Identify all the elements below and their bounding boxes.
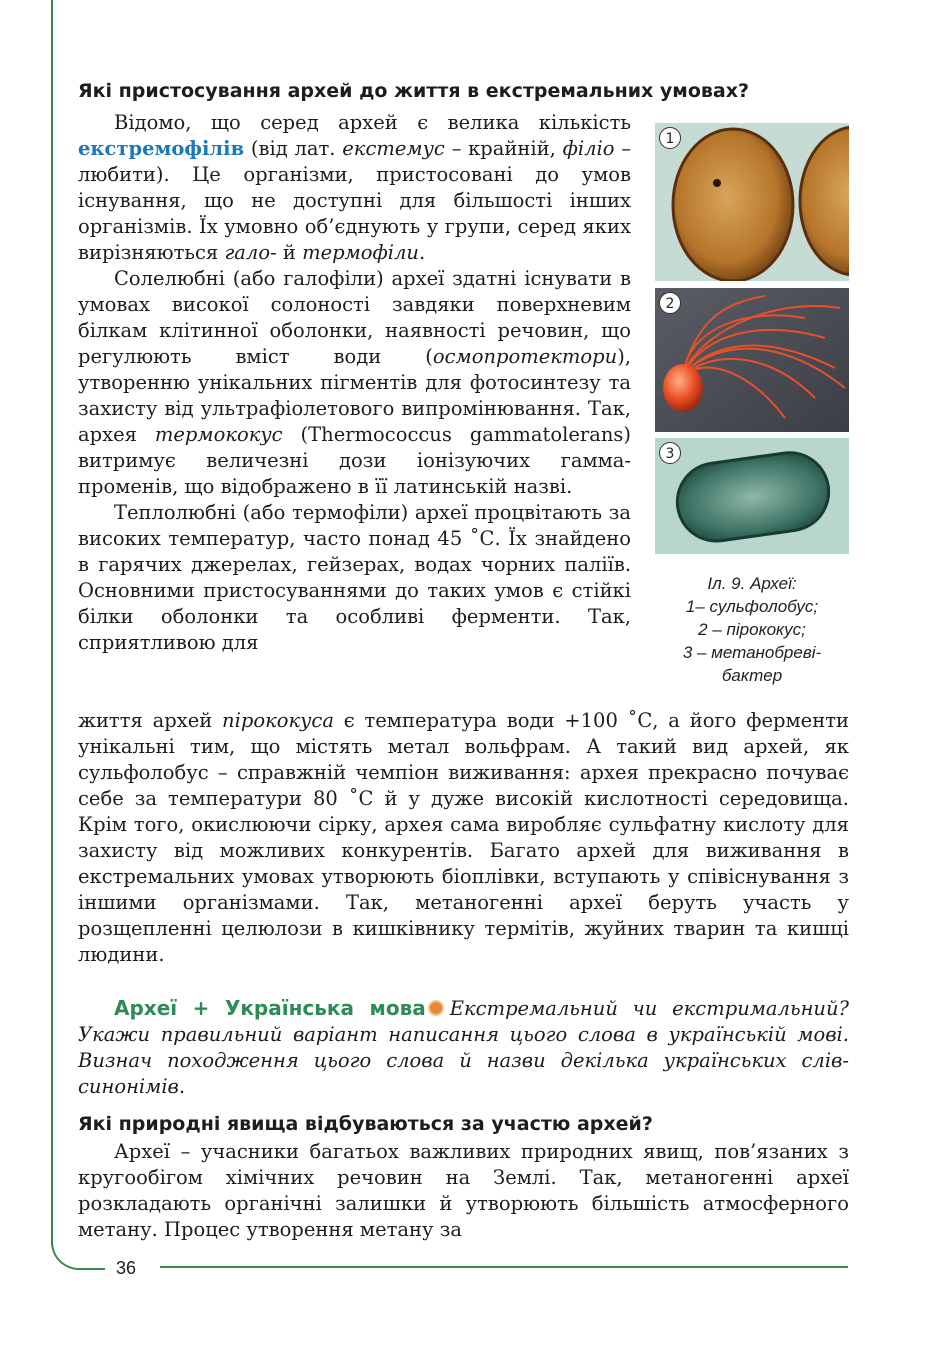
- figure-badge-3: 3: [659, 442, 681, 464]
- paragraph-phenomena: Археї – учасники багатьох важливих природних явищ, пов’язаних з кругообігом хімічних речовин на Землі. Так, метаногенні археї розкладають органічні залишки й утворюють більшість атмосферного метану. Процес утворення метану за: [78, 1140, 849, 1241]
- text-full-width: [78, 708, 849, 968]
- section-heading-adaptations: Які пристосування архей до життя в екстремальних умовах?: [78, 80, 750, 102]
- figure-image-methanobrevibacter: [655, 438, 849, 554]
- paragraph-thermophiles-continued: життя архей пірококуса є температура води +100 ˚С, а його ферменти унікальні тим, що містять метал вольфрам. А такий вид архей, як сульфолобус – справжній чемпіон виживання: архея прекрасно почуває себе за температури 80 ˚С й у дуже високій кислотності середовища. Крім того, окислюючи сірку, архея сама виробляє сульфатну кислоту для захисту від можливих конкурентів. Багато архей для виживання в екстремальних умовах утворюють біоплівки, вступають у співіснування з іншими організмами. Так, метаногенні археї беруть участь у розщепленні целюлози в кишківнику термітів, жуйних тварин та кишці людини.: [78, 709, 849, 966]
- figure-image-sulfolobus: [655, 123, 849, 281]
- pyrococcus-illustration: [655, 288, 849, 432]
- paragraph-extremophiles: Відомо, що серед архей є велика кількість екстремофілів (від лат. екстемус – крайній, філіо – любити). Це організми, пристосовані до умов існування, що не доступні для більшості інших організмів. Їх умовно об’єднують у групи, серед яких вирізняються гало- й термофіли.: [78, 111, 631, 264]
- figure-badge-2: 2: [659, 292, 681, 314]
- text-phenomena: [78, 1139, 849, 1243]
- text-column: [78, 110, 631, 656]
- figure-image-pyrococcus: [655, 288, 849, 432]
- figure-badge-1: 1: [659, 127, 681, 149]
- methanobrevibacter-illustration: [655, 438, 849, 554]
- flower-icon: [430, 1002, 442, 1014]
- term-extremophiles: екстремофілів: [78, 137, 245, 160]
- section-heading-phenomena: Які природні явища відбуваються за участю архей?: [78, 1113, 653, 1135]
- interdisciplinary-task: [78, 996, 849, 1100]
- interdisciplinary-title: Археї + Українська мова: [114, 996, 426, 1020]
- page-frame-bottom: [160, 1266, 848, 1268]
- figure-caption: Іл. 9. Археї: 1– сульфолобус; 2 – пірококус; 3 – метанобреві- бактер: [682, 574, 822, 685]
- paragraph-thermophiles: Теплолюбні (або термофіли) археї процвітають за високих температур, часто понад 45 ˚С. Їх знайдено в гарячих джерелах, гейзерах, водах чорних паліїв. Основними пристосуваннями до таких умов є стійкі білки оболонки та особливі ферменти. Так, сприятливою для: [78, 501, 631, 654]
- paragraph-halophiles: Солелюбні (або галофіли) археї здатні існувати в умовах високої солоності завдяки поверхневим білкам клітинної оболонки, наявності речовин, що регулюють вміст води (осмопротектори), утворенню унікальних пігментів для фотосинтезу та захисту від ультрафіолетового випромінювання. Так, архея термококус (Thermococcus gammatolerans) витримує величезні дози іонізуючих гамма-променів, що відображено в її латинській назві.: [78, 267, 632, 498]
- interdisciplinary-text: Екстремальний чи екстримальний? Укажи правильний варіант написання цього слова в українській мові. Визнач походження цього слова й назви декілька українських слів-синонімів.: [78, 997, 849, 1098]
- page-frame-line: [51, 0, 53, 1246]
- page-number: 36: [116, 1258, 137, 1278]
- sulfolobus-illustration: [655, 123, 849, 281]
